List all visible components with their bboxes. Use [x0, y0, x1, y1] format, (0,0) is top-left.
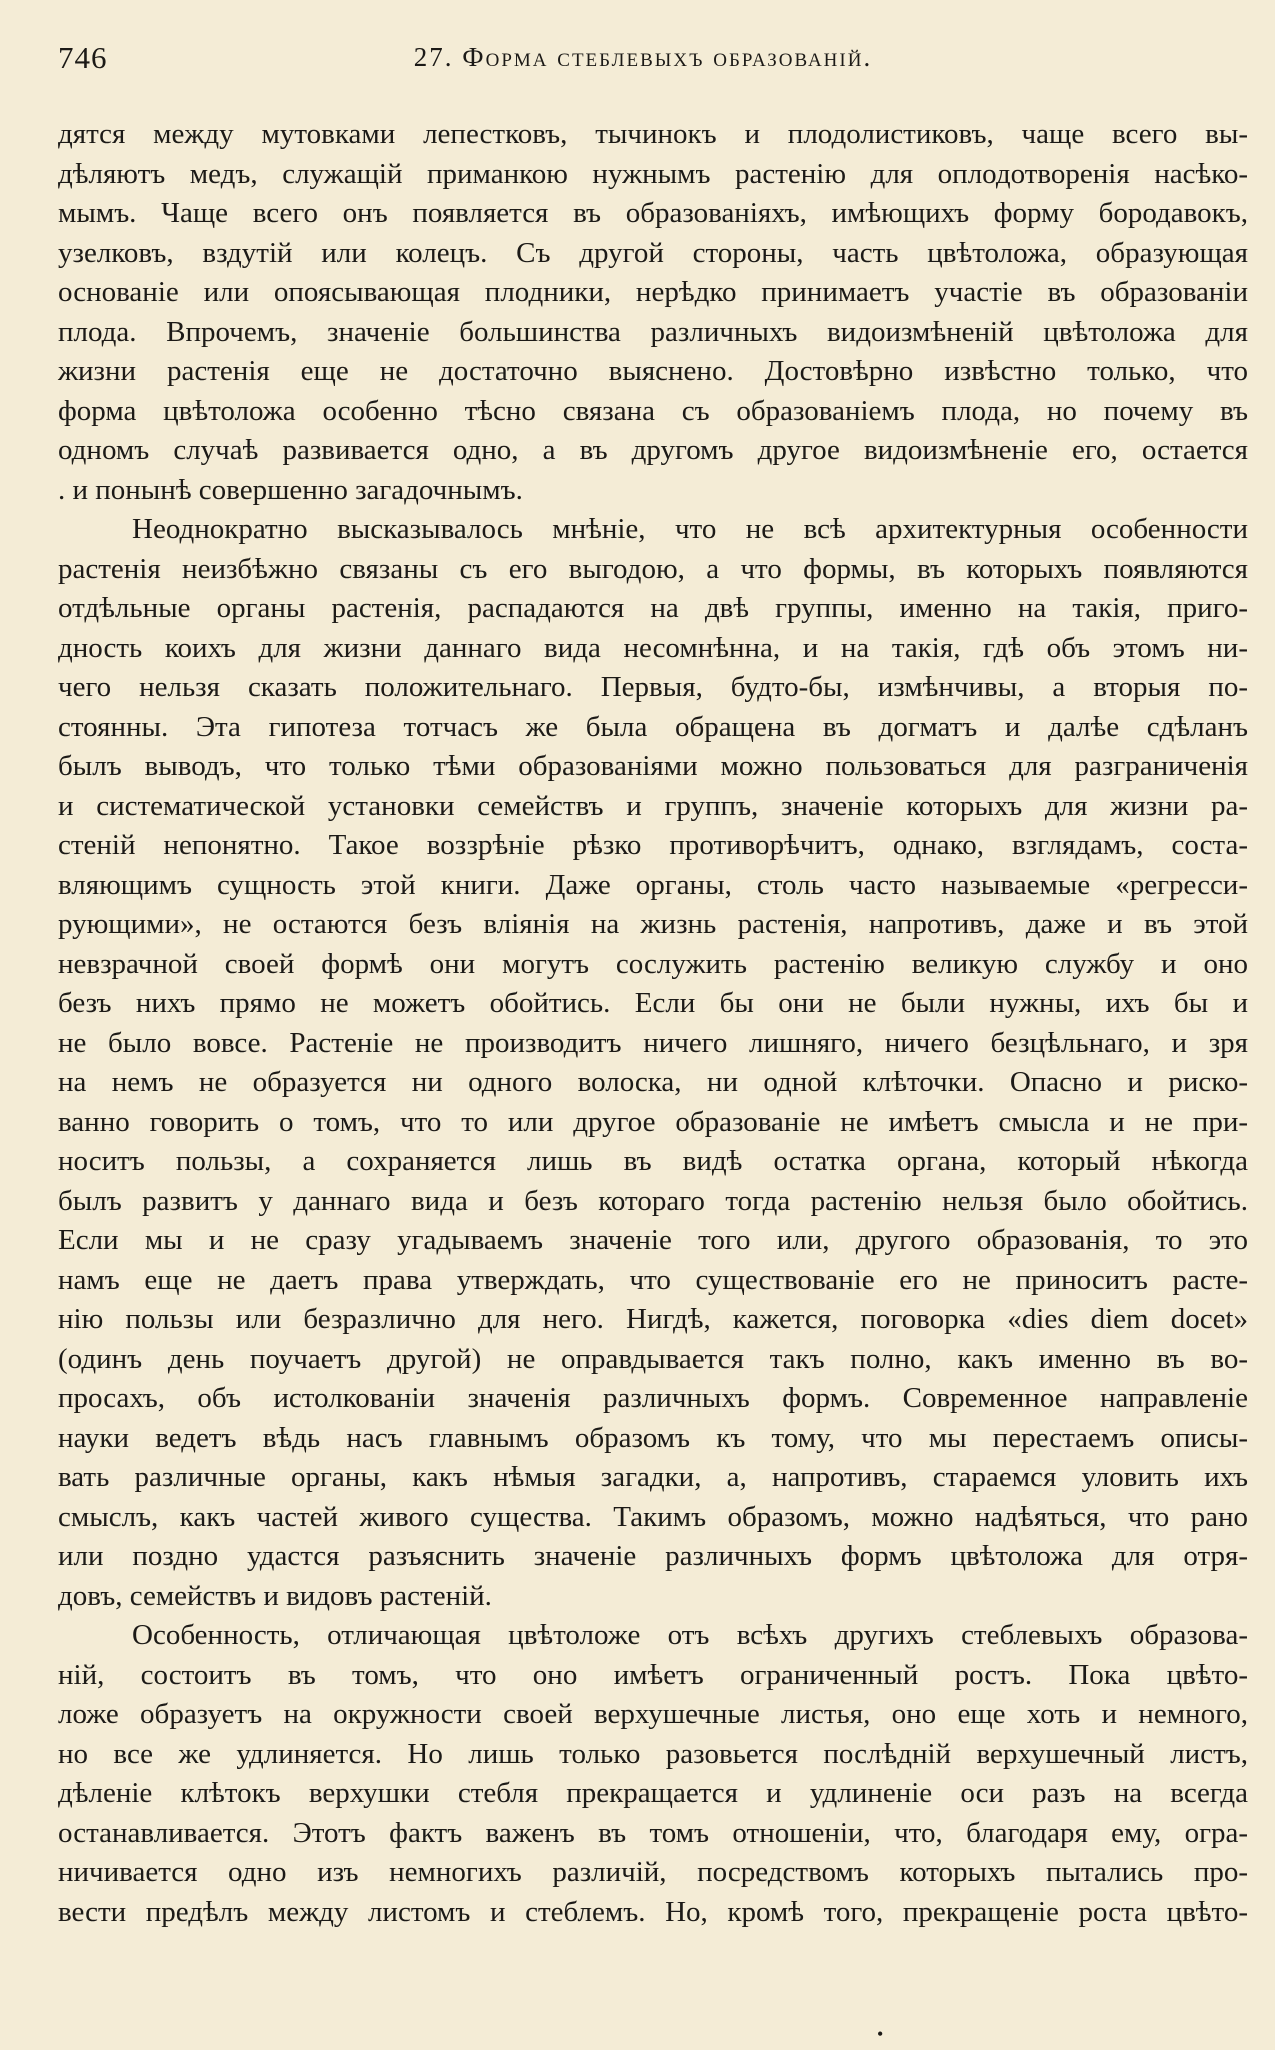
- text-line: чего нельзя сказать положительнаго. Первыя, будто-бы, измѣнчивы, а вторыя по-: [58, 671, 1248, 703]
- text-line: намъ еще не даетъ права утверждать, что существованіе его не приноситъ расте-: [58, 1263, 1248, 1296]
- text-line: вести предѣлъ между листомъ и стеблемъ. Но, кромѣ того, прекращеніе роста цвѣто-: [58, 1895, 1248, 1928]
- body-text: [58, 115, 1248, 1932]
- text-line: но все же удлиняется. Но лишь только разовьется послѣдній верхушечный листъ,: [58, 1737, 1248, 1770]
- footer-mark: •: [877, 2024, 884, 2044]
- text-line: просахъ, объ истолкованіи значенія различныхъ формъ. Современное направленіе: [58, 1382, 1248, 1414]
- text-line: нію пользы или безразлично для него. Нигдѣ, кажется, поговорка «dies diem docet»: [58, 1303, 1248, 1335]
- running-head: [58, 40, 1228, 80]
- page-number: 746: [58, 40, 108, 75]
- running-title: 27. Форма стеблевыхъ образованій.: [413, 42, 873, 72]
- text-line: форма цвѣтоложа особенно тѣсно связана съ образованіемъ плода, но почему въ: [58, 394, 1248, 427]
- text-line: дятся между мутовками лепестковъ, тычинокъ и плодолистиковъ, чаще всего вы-: [58, 118, 1248, 150]
- text-line: жизни растенія еще не достаточно выяснено. Достовѣрно извѣстно только, что: [58, 355, 1248, 387]
- text-line: вать различные органы, какъ нѣмыя загадки, а, напротивъ, стараемся уловить ихъ: [58, 1461, 1248, 1493]
- text-line: безъ нихъ прямо не можетъ обойтись. Если бы они не были нужны, ихъ бы и: [58, 987, 1248, 1019]
- text-line: стоянны. Эта гипотеза тотчасъ же была обращена въ догматъ и далѣе сдѣланъ: [58, 710, 1248, 743]
- text-line: науки ведетъ вѣдь насъ главнымъ образомъ къ тому, что мы перестаемъ описы-: [58, 1421, 1248, 1454]
- text-line: былъ развитъ у даннаго вида и безъ котораго тогда растенію нельзя было обойтись.: [58, 1184, 1248, 1217]
- text-line: смыслъ, какъ частей живого существа. Такимъ образомъ, можно надѣяться, что рано: [58, 1500, 1248, 1533]
- text-line: растенія неизбѣжно связаны съ его выгодою, а что формы, въ которыхъ появляются: [58, 552, 1248, 585]
- text-line: ложе образуетъ на окружности своей верхушечные листья, оно еще хоть и немного,: [58, 1698, 1248, 1730]
- text-line: плода. Впрочемъ, значеніе большинства различныхъ видоизмѣненій цвѣтоложа для: [58, 315, 1248, 348]
- text-line: ній, состоитъ въ томъ, что оно имѣетъ ограниченный ростъ. Пока цвѣто-: [58, 1658, 1248, 1691]
- text-line: и систематической установки семействъ и группъ, значеніе которыхъ для жизни ра-: [58, 789, 1248, 822]
- text-line: вляющимъ сущность этой книги. Даже органы, столь часто называемые «регресси-: [58, 868, 1248, 901]
- text-line: Если мы и не сразу угадываемъ значеніе того или, другого образованія, то это: [58, 1224, 1248, 1256]
- paragraph-start-line: Особенность, отличающая цвѣтоложе отъ всѣхъ другихъ стеблевыхъ образова-: [132, 1619, 1248, 1651]
- text-line: не было вовсе. Растеніе не производитъ ничего лишняго, ничего безцѣльнаго, и зря: [58, 1026, 1248, 1059]
- paragraph-start-line: Неоднократно высказывалось мнѣніе, что не всѣ архитектурныя особенности: [132, 513, 1248, 545]
- text-line: носитъ пользы, а сохраняется лишь въ видѣ остатка органа, который нѣкогда: [58, 1145, 1248, 1177]
- text-line: дность коихъ для жизни даннаго вида несомнѣнна, и на такія, гдѣ объ этомъ ни-: [58, 631, 1248, 664]
- text-line: былъ выводъ, что только тѣми образованіями можно пользоваться для разграниченія: [58, 750, 1248, 782]
- text-line: отдѣльные органы растенія, распадаются на двѣ группы, именно на такія, приго-: [58, 592, 1248, 624]
- text-line: ничивается одно изъ немногихъ различій, посредствомъ которыхъ пытались про-: [58, 1856, 1248, 1888]
- paragraph-end-line: довъ, семействъ и видовъ растеній.: [58, 1579, 492, 1612]
- text-line: останавливается. Этотъ фактъ важенъ въ томъ отношеніи, что, благодаря ему, огра-: [58, 1816, 1248, 1849]
- text-line: (одинъ день поучаетъ другой) не оправдывается такъ полно, какъ именно въ во-: [58, 1342, 1248, 1375]
- text-line: рующими», не остаются безъ вліянія на жизнь растенія, напротивъ, даже и въ этой: [58, 908, 1248, 940]
- text-line: одномъ случаѣ развивается одно, а въ другомъ другое видоизмѣненіе его, остается: [58, 434, 1248, 466]
- text-line: или поздно удастся разъяснить значеніе различныхъ формъ цвѣтоложа для отря-: [58, 1540, 1248, 1572]
- text-line: стеній непонятно. Такое воззрѣніе рѣзко противорѣчитъ, однако, взглядамъ, соста-: [58, 829, 1248, 861]
- text-line: основаніе или опоясывающая плодники, нерѣдко принимаетъ участіе въ образованіи: [58, 276, 1248, 308]
- text-line: на немъ не образуется ни одного волоска, ни одной клѣточки. Опасно и риско-: [58, 1066, 1248, 1098]
- text-line: дѣляютъ медъ, служащій приманкою нужнымъ растенію для оплодотворенія насѣко-: [58, 157, 1248, 190]
- text-line: узелковъ, вздутій или колецъ. Съ другой стороны, часть цвѣтоложа, образующая: [58, 236, 1248, 269]
- text-line: ванно говорить о томъ, что то или другое образованіе не имѣетъ смысла и не при-: [58, 1105, 1248, 1138]
- text-line: мымъ. Чаще всего онъ появляется въ образованіяхъ, имѣющихъ форму бородавокъ,: [58, 197, 1248, 229]
- paragraph-end-line: . и понынѣ совершенно загадочнымъ.: [58, 473, 523, 506]
- text-line: дѣленіе клѣтокъ верхушки стебля прекращается и удлиненіе оси разъ на всегда: [58, 1777, 1248, 1809]
- text-line: невзрачной своей формѣ они могутъ сослужить растенію великую службу и оно: [58, 947, 1248, 980]
